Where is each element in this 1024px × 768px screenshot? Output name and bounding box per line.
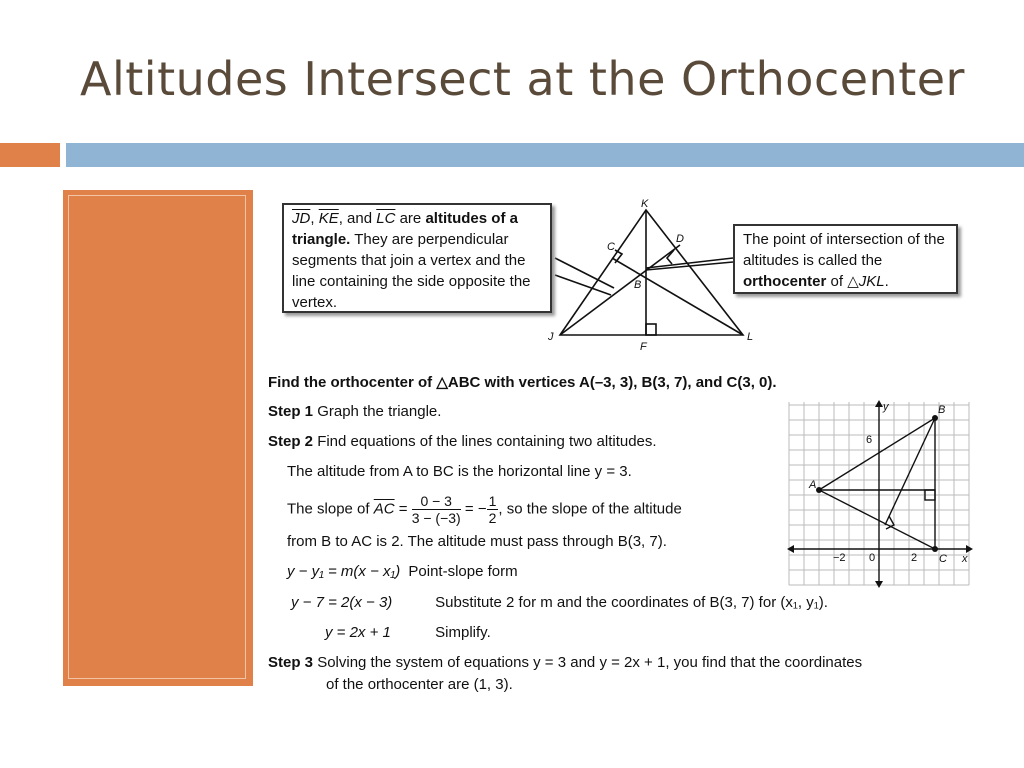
triangle-name: JKL bbox=[858, 273, 885, 290]
tick-0: 0 bbox=[869, 552, 876, 564]
label-j: J bbox=[548, 331, 554, 343]
are-text: are bbox=[395, 210, 426, 227]
slope-denominator: 3 − (−3) bbox=[411, 510, 461, 526]
triangle-jkl bbox=[560, 210, 743, 335]
label-c: C bbox=[607, 241, 615, 253]
equation-2-note: Substitute 2 for m and the coordinates of B(3, 7) for (x₁, y₁). bbox=[435, 594, 828, 611]
slope-post: , so the slope of the altitude bbox=[498, 500, 682, 518]
label-l: L bbox=[747, 331, 754, 343]
equation-1-math: y − y₁ = m(x − x₁) bbox=[287, 563, 401, 580]
point-c bbox=[932, 546, 938, 552]
equation-3-note: Simplify. bbox=[435, 624, 491, 641]
graph-label-a: A bbox=[809, 479, 817, 491]
x-arrow-left bbox=[787, 545, 794, 553]
altitude-lc bbox=[612, 258, 743, 335]
graph-label-c: C bbox=[939, 553, 947, 565]
slope-segment: $\overline{AC}$ bbox=[373, 500, 395, 518]
slope-fraction bbox=[412, 493, 461, 526]
step-1-text: Graph the triangle. bbox=[317, 403, 442, 420]
half-denominator: 2 bbox=[488, 510, 497, 526]
term-altitudes: altitudes bbox=[425, 210, 488, 227]
label-f: F bbox=[640, 341, 647, 353]
step-3 bbox=[268, 654, 862, 671]
definition-text: They are perpendicular segments that join a vertex and the line containing the side opposite the vertex. bbox=[292, 231, 531, 311]
slope-line bbox=[287, 493, 682, 526]
callout-pointer-left-2 bbox=[555, 275, 611, 295]
from-b-line: from B to AC is 2. The altitude must pass through B(3, 7). bbox=[287, 533, 667, 550]
orthocenter-text-1: The point of intersection of the altitudes is called the bbox=[743, 231, 945, 269]
graph-x-label: x bbox=[962, 553, 968, 565]
tick-2: 2 bbox=[911, 552, 918, 564]
label-b: B bbox=[634, 279, 642, 291]
step-1-label: Step 1 bbox=[268, 403, 314, 420]
slope-numerator: 0 − 3 bbox=[412, 493, 461, 510]
step-2-text: Find equations of the lines containing two altitudes. bbox=[317, 433, 657, 450]
equation-3 bbox=[325, 624, 491, 641]
callout-pointer-left-1 bbox=[555, 258, 614, 288]
equation-2-math: y − 7 = 2(x − 3) bbox=[291, 594, 393, 611]
term-of-a-triangle: of a triangle. bbox=[292, 210, 518, 248]
equation-3-math: y = 2x + 1 bbox=[325, 624, 391, 641]
seg-lc: $\overline{LC}$ bbox=[376, 210, 396, 227]
triangle-abc bbox=[819, 418, 935, 549]
altitude-from-a: The altitude from A to BC is the horizontal line y = 3. bbox=[287, 463, 632, 480]
graph-y-label: y bbox=[883, 401, 889, 413]
term-orthocenter: orthocenter bbox=[743, 273, 827, 290]
right-angle-f bbox=[646, 324, 656, 335]
step-3-label: Step 3 bbox=[268, 654, 314, 671]
tick-neg2: −2 bbox=[833, 552, 846, 564]
tick-6: 6 bbox=[866, 434, 873, 446]
accent-bar-blue bbox=[66, 143, 1024, 167]
orthocenter-text-2: of △ bbox=[826, 273, 859, 290]
period: . bbox=[884, 273, 889, 290]
slide-title: Altitudes Intersect at the Orthocenter bbox=[80, 52, 965, 106]
example-heading: Find the orthocenter of △ABC with vertices A(–3, 3), B(3, 7), and C(3, 0). bbox=[268, 374, 777, 391]
label-k: K bbox=[641, 198, 649, 210]
equation-2 bbox=[291, 594, 828, 611]
slope-equals: = bbox=[398, 500, 408, 518]
coordinate-graph bbox=[785, 398, 975, 588]
step-2 bbox=[268, 433, 657, 450]
y-arrow-up bbox=[875, 400, 883, 407]
slope-mid: = − bbox=[464, 500, 487, 518]
equation-1 bbox=[287, 563, 518, 580]
step-1 bbox=[268, 403, 441, 420]
step-3-line-1: Solving the system of equations y = 3 and y = 2x + 1, you find that the coordinates bbox=[317, 654, 863, 671]
seg-ke: $\overline{KE}$ bbox=[318, 210, 339, 227]
point-a bbox=[816, 487, 822, 493]
accent-bar-orange bbox=[0, 143, 60, 167]
altitude-jd bbox=[560, 245, 680, 335]
label-d: D bbox=[676, 233, 684, 245]
side-panel-inner bbox=[68, 195, 246, 679]
half-numerator: 1 bbox=[488, 493, 497, 509]
graph-label-b: B bbox=[938, 404, 946, 416]
callout-orthocenter-definition bbox=[733, 224, 958, 294]
step-2-label: Step 2 bbox=[268, 433, 314, 450]
step-3-line-2: of the orthocenter are (1, 3). bbox=[326, 676, 513, 693]
callout-altitudes-definition: $\overline{JD}$, $\overline{KE}$, and $\overline{LC}$ are altitudes of a triangle. They are perpendicular segments that join a vertex and the line containing the side opposite the vertex. bbox=[282, 203, 552, 313]
seg-jd: $\overline{JD}$ bbox=[292, 210, 311, 227]
equation-1-note: Point-slope form bbox=[408, 563, 518, 580]
half-fraction bbox=[487, 493, 499, 526]
slope-pre: The slope of bbox=[287, 500, 370, 518]
and-text: , and bbox=[338, 210, 377, 227]
